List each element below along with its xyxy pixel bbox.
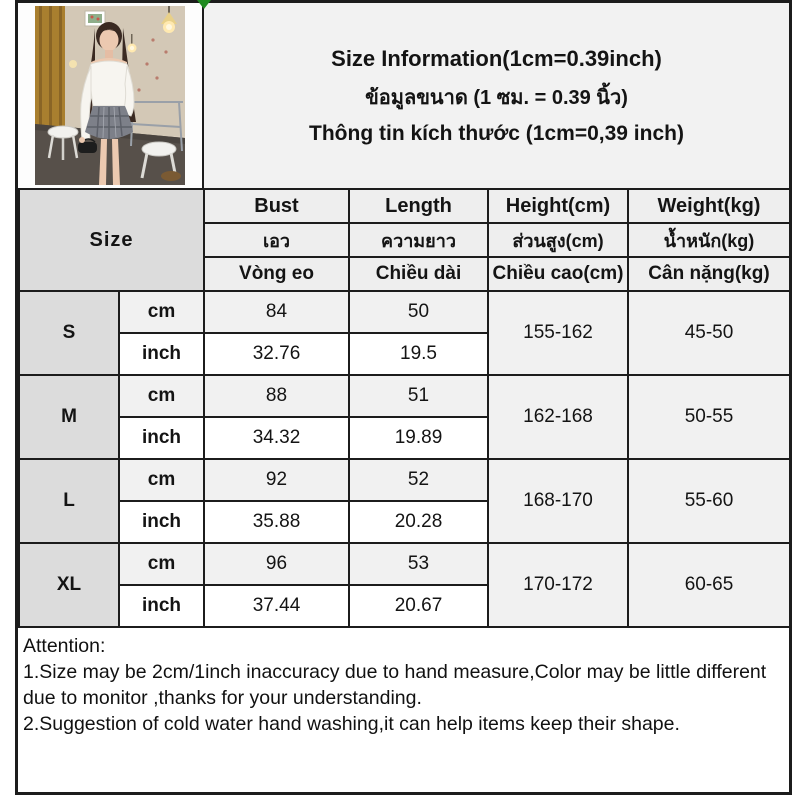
size-label-m: M (19, 375, 119, 459)
xl-bust-cm: 96 (204, 543, 349, 585)
m-weight: 50-55 (628, 375, 790, 459)
col-header-length-th: ความยาว (349, 223, 488, 257)
title-thai: ข้อมูลขนาด (1 ซม. = 0.39 นิ้ว) (365, 86, 628, 109)
l-length-cm: 52 (349, 459, 488, 501)
s-bust-cm: 84 (204, 291, 349, 333)
size-label-s: S (19, 291, 119, 375)
col-header-weight-vi: Cân nặng(kg) (628, 257, 790, 291)
col-header-bust-th: เอว (204, 223, 349, 257)
attention-notes (18, 628, 789, 792)
m-length-cm: 51 (349, 375, 488, 417)
title-block (204, 3, 789, 188)
unit-cm-xl: cm (119, 543, 204, 585)
unit-cm-m: cm (119, 375, 204, 417)
attention-note-2: 2.Suggestion of cold water hand washing,it can help items keep their shape. (23, 713, 680, 735)
size-chart-sheet (15, 0, 792, 795)
col-header-weight-th: น้ำหนัก(kg) (628, 223, 790, 257)
green-corner-marker (197, 0, 211, 9)
l-weight: 55-60 (628, 459, 790, 543)
xl-bust-inch: 37.44 (204, 585, 349, 627)
size-label-xl: XL (19, 543, 119, 627)
col-header-bust-vi: Vòng eo (204, 257, 349, 291)
xl-length-inch: 20.67 (349, 585, 488, 627)
m-bust-inch: 34.32 (204, 417, 349, 459)
size-header-cell: Size (19, 189, 204, 291)
title-english: Size Information(1cm=0.39inch) (331, 45, 662, 71)
l-height: 168-170 (488, 459, 628, 543)
attention-note-1: 1.Size may be 2cm/1inch inaccuracy due to hand measure,Color may be little different due to monitor ,thanks for your understanding. (23, 661, 767, 709)
attention-heading: Attention: (23, 635, 106, 657)
unit-inch-m: inch (119, 417, 204, 459)
unit-cm-s: cm (119, 291, 204, 333)
header-row-english (19, 189, 790, 223)
col-header-weight-en: Weight(kg) (628, 189, 790, 223)
col-header-height-vi: Chiều cao(cm) (488, 257, 628, 291)
xl-weight: 60-65 (628, 543, 790, 627)
row-l-cm (19, 459, 790, 501)
product-photo-cell (18, 3, 204, 188)
photo-frame (85, 11, 105, 26)
m-bust-cm: 88 (204, 375, 349, 417)
m-length-inch: 19.89 (349, 417, 488, 459)
l-bust-inch: 35.88 (204, 501, 349, 543)
col-header-length-en: Length (349, 189, 488, 223)
s-weight: 45-50 (628, 291, 790, 375)
l-bust-cm: 92 (204, 459, 349, 501)
unit-cm-l: cm (119, 459, 204, 501)
size-table (18, 188, 791, 628)
col-header-height-en: Height(cm) (488, 189, 628, 223)
top-row (18, 3, 789, 188)
s-height: 155-162 (488, 291, 628, 375)
row-m-cm (19, 375, 790, 417)
s-length-cm: 50 (349, 291, 488, 333)
unit-inch-l: inch (119, 501, 204, 543)
product-photo (35, 6, 185, 185)
xl-length-cm: 53 (349, 543, 488, 585)
unit-inch-s: inch (119, 333, 204, 375)
s-bust-inch: 32.76 (204, 333, 349, 375)
m-height: 162-168 (488, 375, 628, 459)
l-length-inch: 20.28 (349, 501, 488, 543)
col-header-height-th: ส่วนสูง(cm) (488, 223, 628, 257)
row-s-cm (19, 291, 790, 333)
col-header-bust-en: Bust (204, 189, 349, 223)
col-header-length-vi: Chiều dài (349, 257, 488, 291)
unit-inch-xl: inch (119, 585, 204, 627)
row-xl-cm (19, 543, 790, 585)
s-length-inch: 19.5 (349, 333, 488, 375)
size-label-l: L (19, 459, 119, 543)
title-vietnamese: Thông tin kích thước (1cm=0,39 inch) (309, 121, 684, 145)
xl-height: 170-172 (488, 543, 628, 627)
